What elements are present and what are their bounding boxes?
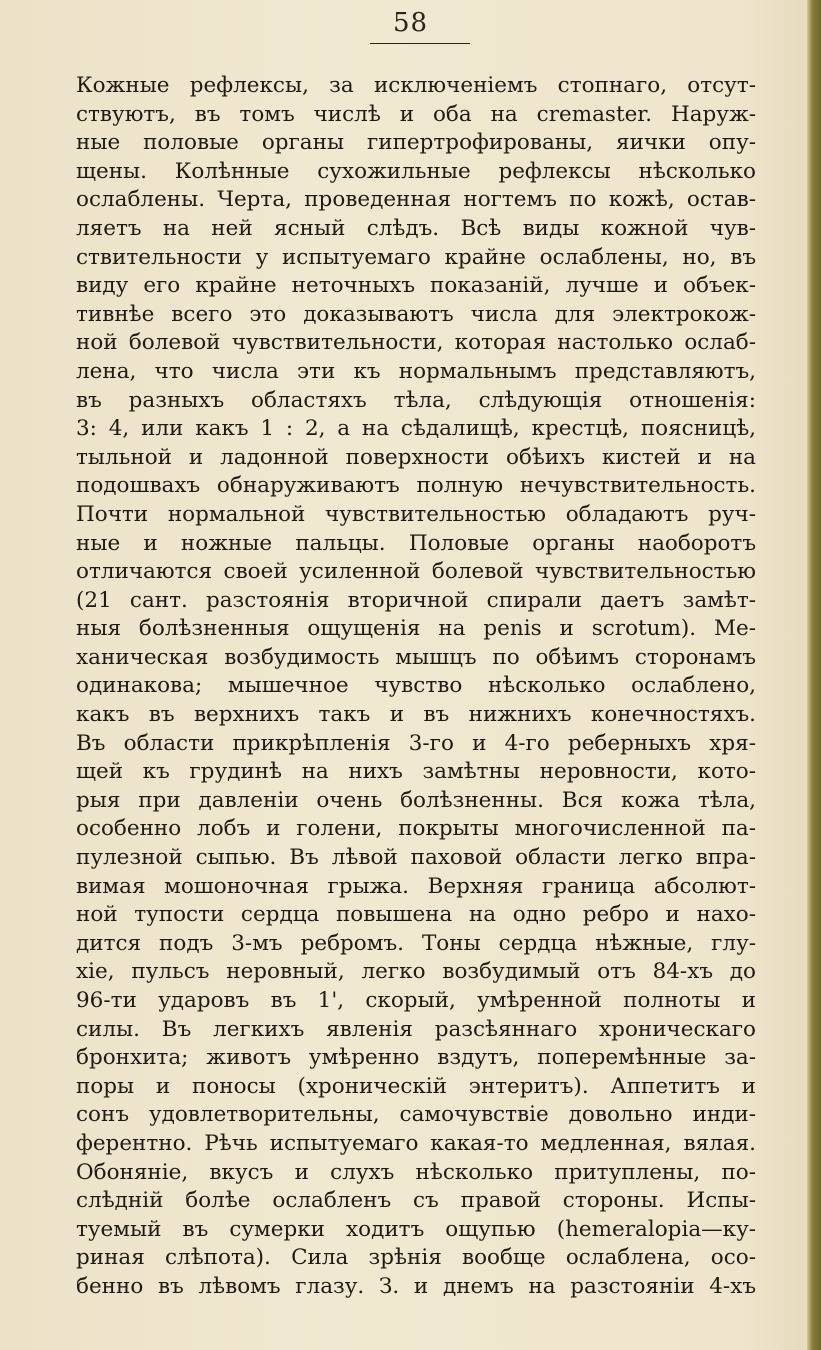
text-line: Почти нормальной чувствительностью обладаютъ руч- bbox=[76, 501, 756, 527]
text-line: 96-ти ударовъ въ 1', скорый, умѣренной полноты и bbox=[76, 988, 756, 1013]
text-line: ляетъ на ней ясный слѣдъ. Всѣ виды кожной чув- bbox=[76, 215, 756, 241]
text-line: поры и поносы (хроническій энтеритъ). Аппетитъ и bbox=[76, 1073, 756, 1099]
text-line: бронхита; животъ умѣренно вздутъ, поперемѣнные за- bbox=[76, 1045, 756, 1071]
text-line: одинакова; мышечное чувство нѣсколько ослаблено, bbox=[76, 673, 756, 699]
text-line: тыльной и ладонной поверхности обѣихъ кистей и на bbox=[76, 444, 756, 470]
text-line: риная слѣпота). Сила зрѣнія вообще ослаблена, осо- bbox=[76, 1245, 756, 1271]
text-line: туемый въ сумерки ходитъ ощупью (hemeralopia—ку- bbox=[76, 1216, 756, 1242]
text-line: ослаблены. Черта, проведенная ногтемъ по кожѣ, остав- bbox=[76, 187, 756, 213]
text-line: въ разныхъ областяхъ тѣла, слѣдующія отношенія: bbox=[76, 387, 756, 413]
text-line: Обоняніе, вкусъ и слухъ нѣсколько притуплены, по- bbox=[76, 1159, 756, 1185]
body-text bbox=[76, 72, 756, 1302]
page-edge-shadow bbox=[807, 0, 821, 1350]
text-line: (21 сант. разстоянія вторичной спирали даетъ замѣт- bbox=[76, 587, 756, 613]
text-line: виду его крайне неточныхъ показаній, лучше и объек- bbox=[76, 273, 756, 299]
text-line: какъ въ верхнихъ такъ и въ нижнихъ конечностяхъ. bbox=[76, 702, 756, 728]
text-line: сонъ удовлетворительны, самочувствіе довольно инди- bbox=[76, 1102, 756, 1128]
text-line: пулезной сыпью. Въ лѣвой паховой области легко впра- bbox=[76, 845, 756, 871]
text-line: дится подъ 3-мъ ребромъ. Тоны сердца нѣжные, глу- bbox=[76, 930, 756, 956]
text-line: ной болевой чувствительности, которая настолько ослаб- bbox=[76, 330, 756, 356]
text-line: слѣдній болѣе ослабленъ съ правой стороны. Испы- bbox=[76, 1188, 756, 1214]
text-line: подошвахъ обнаруживаютъ полную нечувствительность. bbox=[76, 473, 756, 499]
text-line: силы. Въ легкихъ явленія разсѣяннаго хроническаго bbox=[76, 1016, 756, 1042]
text-line: ханическая возбудимость мышцъ по обѣимъ сторонамъ bbox=[76, 644, 756, 670]
text-line: ные и ножные пальцы. Половые органы наоборотъ bbox=[76, 530, 756, 556]
text-line: вимая мошоночная грыжа. Верхняя граница абсолют- bbox=[76, 873, 756, 899]
text-line: бенно въ лѣвомъ глазу. З. и днемъ на разстояніи 4-хъ bbox=[76, 1273, 756, 1299]
text-line: хіе, пульсъ неровный, легко возбудимый отъ 84-хъ до bbox=[76, 959, 756, 985]
text-line: Въ области прикрѣпленія 3-го и 4-го реберныхъ хря- bbox=[76, 730, 756, 756]
text-line: щены. Колѣнные сухожильные рефлексы нѣсколько bbox=[76, 158, 756, 184]
page-number: 58 bbox=[392, 8, 429, 38]
page-number-rule bbox=[370, 43, 470, 44]
text-line: отличаются своей усиленной болевой чувствительностью bbox=[76, 559, 756, 585]
text-line: рыя при давленіи очень болѣзненны. Вся кожа тѣла, bbox=[76, 787, 756, 813]
text-line: ныя болѣзненныя ощущенія на penis и scrotum). Ме- bbox=[76, 616, 756, 642]
text-line: ствуютъ, въ томъ числѣ и оба на cremaster. Наруж- bbox=[76, 101, 756, 127]
text-line: Кожные рефлексы, за исключеніемъ стопнаго, отсут- bbox=[76, 73, 756, 98]
text-line: 3: 4, или какъ 1 : 2, а на сѣдалищѣ, крестцѣ, поясницѣ, bbox=[76, 416, 756, 442]
text-line: тивнѣе всего это доказываютъ числа для электрокож- bbox=[76, 301, 756, 327]
text-line: ствительности у испытуемаго крайне ослаблены, но, въ bbox=[76, 244, 756, 270]
text-line: ные половые органы гипертрофированы, яички опу- bbox=[76, 130, 756, 156]
text-line: лена, что числа эти къ нормальнымъ представляютъ, bbox=[76, 358, 756, 384]
text-line: ферентно. Рѣчь испытуемаго какая-то медленная, вялая. bbox=[76, 1130, 756, 1156]
text-line: особенно лобъ и голени, покрыты многочисленной па- bbox=[76, 816, 756, 842]
text-line: щей къ грудинѣ на нихъ замѣтны неровности, кото- bbox=[76, 759, 756, 785]
text-line: ной тупости сердца повышена на одно ребро и нахо- bbox=[76, 902, 756, 928]
